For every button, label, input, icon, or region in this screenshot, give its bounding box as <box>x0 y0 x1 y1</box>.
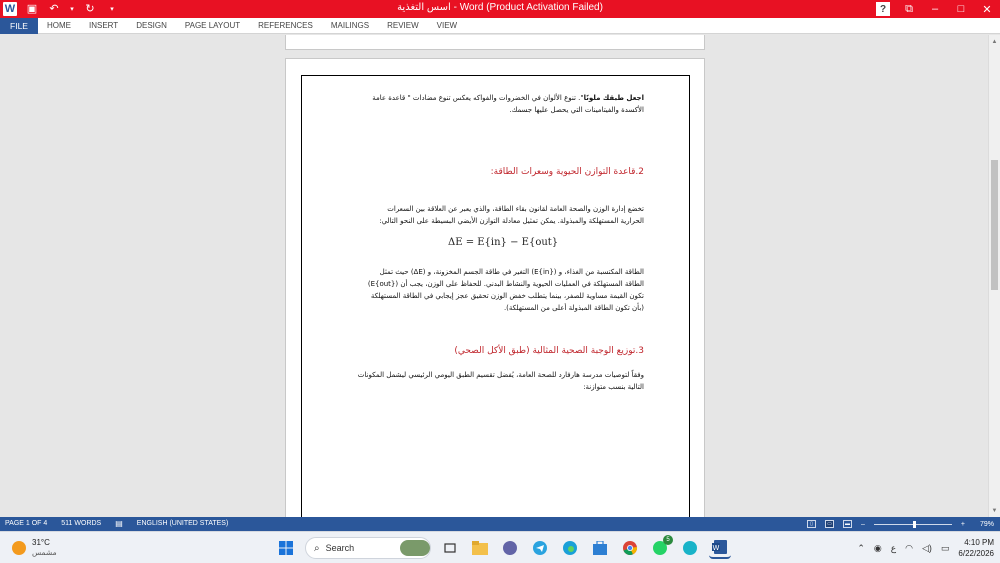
para2-line-2[interactable]: الحرارية المستهلكة والمبذولة. يمكن تمثيل معادلة التوازن الأيضي البسيطة على النحو التالي: <box>379 217 644 225</box>
tab-review[interactable]: REVIEW <box>387 21 419 30</box>
status-bar <box>0 517 1000 531</box>
show-hidden-icons-icon[interactable]: ⌃ <box>857 542 865 553</box>
para3-line-1[interactable]: الطاقة المكتسبة من الغذاء، و (E{in}) التغير في طاقة الجسم المخزونة، و (ΔE) حيث تمثل <box>379 268 644 276</box>
para4-line-2[interactable]: التالية بنسب متوازنة: <box>583 383 644 391</box>
zoom-in-button[interactable]: + <box>960 520 965 528</box>
intro-line-1[interactable] <box>344 92 644 104</box>
page-count[interactable]: PAGE 1 OF 4 <box>5 520 48 527</box>
security-icon[interactable]: ◉ <box>873 542 882 553</box>
word-taskbar-icon[interactable] <box>709 537 731 559</box>
windows-taskbar <box>0 531 1000 563</box>
search-icon: ⌕ <box>314 542 320 554</box>
tab-view[interactable]: VIEW <box>436 21 458 30</box>
save-icon[interactable]: ▣ <box>26 2 38 15</box>
para3-line-4[interactable]: (بأن تكون الطاقة المبذولة أعلى من المستهلكة). <box>503 304 644 312</box>
edge-icon[interactable] <box>559 537 581 559</box>
heading-3[interactable]: 3.توزيع الوجبة الصحية المثالية (طبق الأكل الصحي) <box>454 346 644 356</box>
title-bar <box>0 0 1000 18</box>
read-mode-icon[interactable]: ▯ <box>807 520 816 528</box>
word-icon[interactable]: W <box>4 2 16 15</box>
proofing-icon[interactable]: ▤ <box>115 519 123 528</box>
battery-icon[interactable]: ▭ <box>940 542 950 553</box>
tab-page-layout[interactable]: PAGE LAYOUT <box>184 21 241 30</box>
zoom-out-button[interactable]: – <box>860 520 865 528</box>
redo-icon[interactable]: ↻ <box>85 2 95 15</box>
clock[interactable] <box>958 537 994 559</box>
sun-icon <box>12 541 26 555</box>
close-button[interactable]: ✕ <box>982 3 992 16</box>
chrome-icon[interactable] <box>619 537 641 559</box>
heading-2[interactable]: 2.قاعدة التوازن الحيوية وسعرات الطاقة: <box>490 167 644 177</box>
tab-design[interactable]: DESIGN <box>136 21 167 30</box>
tab-mailings[interactable]: MAILINGS <box>330 21 370 30</box>
whatsapp-icon[interactable] <box>649 537 671 559</box>
teams-icon[interactable] <box>499 537 521 559</box>
window-controls <box>870 0 1000 18</box>
undo-icon[interactable]: ↶ <box>49 2 59 15</box>
windows-start-icon[interactable] <box>275 537 297 559</box>
system-tray <box>857 536 994 560</box>
undo-dropdown-icon[interactable]: ▾ <box>70 5 74 13</box>
tab-home[interactable]: HOME <box>47 21 71 30</box>
telegram-icon[interactable] <box>529 537 551 559</box>
word-count[interactable]: 511 WORDS <box>61 520 102 527</box>
volume-icon[interactable]: ◁) <box>921 542 932 553</box>
para4-line-1[interactable]: وفقاً لتوصيات مدرسة هارفارد للصحة العامة، يُفضل تقسيم الطبق اليومي الرئيسي ليشمل المكونات <box>357 371 644 379</box>
help-button[interactable]: ? <box>876 2 890 16</box>
ribbon-display-options-button[interactable]: ⧉ <box>905 2 913 15</box>
document-page[interactable] <box>285 58 705 517</box>
zoom-slider[interactable] <box>874 524 952 525</box>
weather-widget[interactable] <box>12 537 57 559</box>
canva-icon[interactable] <box>679 537 701 559</box>
clock-date: 6/22/2026 <box>958 549 994 558</box>
language-indicator[interactable]: ENGLISH (UNITED STATES) <box>136 520 229 527</box>
whatsapp-badge: 5 <box>663 535 673 545</box>
para3-line-3[interactable]: تكون القيمة مساوية للصفر، بينما يتطلب خفض الوزن تحقيق عجز إيجابي في الطاقة المستهلكة <box>370 292 644 300</box>
vertical-scrollbar[interactable] <box>988 35 1000 517</box>
para2-line-1[interactable]: تخضع إدارة الوزن والصحة العامة لقانون بقاء الطاقة، والذي يعبر عن العلاقة بين السعرات <box>387 205 644 213</box>
zoom-slider-thumb[interactable] <box>913 521 916 528</box>
taskbar-search-box[interactable] <box>305 537 431 559</box>
intro-bold-text: اجعل طبقك ملونًا <box>583 94 644 102</box>
search-highlight-image-icon <box>400 540 430 556</box>
previous-page-bottom <box>285 35 705 50</box>
para3-line-2[interactable]: الطاقة المستهلكة في العمليات الحيوية والنشاط البدني. للحفاظ على الوزن، يجب أن (E{out}) <box>367 280 644 288</box>
scroll-up-icon[interactable]: ▲ <box>991 38 998 45</box>
tab-references[interactable]: REFERENCES <box>258 21 313 30</box>
task-view-icon[interactable] <box>439 537 461 559</box>
tab-file[interactable]: FILE <box>0 18 38 34</box>
input-language[interactable]: ع <box>890 542 897 553</box>
tab-insert[interactable]: INSERT <box>89 21 119 30</box>
search-placeholder: Search <box>325 543 355 553</box>
weather-temperature: 31°C <box>32 538 50 547</box>
window-title: اسس التغذية - Word (Product Activation Failed) <box>397 2 603 13</box>
weather-description: مشمس <box>32 548 57 557</box>
web-layout-icon[interactable]: ▬ <box>844 521 850 527</box>
customize-qat-icon[interactable]: ▾ <box>110 5 114 13</box>
wifi-icon[interactable]: ◠ <box>905 542 913 553</box>
clock-time: 4:10 PM <box>964 538 994 547</box>
maximize-button[interactable]: □ <box>957 3 965 15</box>
intro-line-2[interactable]: الأكسدة والفيتامينات التي يحصل عليها جسمك. <box>509 106 644 114</box>
print-layout-icon[interactable]: ▭ <box>825 520 834 528</box>
ribbon-tabs <box>0 18 1000 34</box>
zoom-level[interactable]: 79% <box>979 520 994 528</box>
taskbar-apps <box>275 536 731 560</box>
document-area[interactable] <box>0 35 1000 517</box>
svg-text:W: W <box>712 544 720 552</box>
energy-balance-formula[interactable]: ΔE = E{in} − E{out} <box>448 237 559 248</box>
intro-text: ". تنوع الألوان في الخضروات والفواكه يعكس تنوع مضادات " قاعدة عامة <box>372 94 584 102</box>
file-explorer-icon[interactable] <box>469 537 491 559</box>
scroll-down-icon[interactable]: ▼ <box>991 507 998 514</box>
minimize-button[interactable]: – <box>931 3 939 15</box>
scrollbar-thumb[interactable] <box>991 160 998 290</box>
microsoft-store-icon[interactable] <box>589 537 611 559</box>
